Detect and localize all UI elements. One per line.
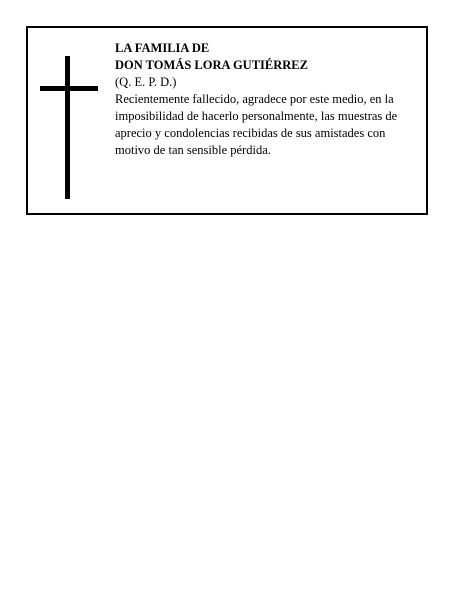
notice-body: Recientemente fallecido, agradece por este medio, en la imposibilidad de hacerlo personalmente, las muestras de aprecio y condolencias recibidas de sus amistades con motivo de tan sensible pérdida. [115, 92, 398, 157]
cross-icon [40, 56, 98, 199]
obituary-notice [26, 26, 428, 215]
cross-horizontal-bar [40, 86, 98, 91]
heading-family: LA FAMILIA DE [115, 41, 210, 55]
cross-vertical-bar [65, 56, 70, 199]
heading-deceased-name: DON TOMÁS LORA GUTIÉRREZ [115, 58, 308, 72]
notice-text [115, 40, 423, 159]
qepd-label: (Q. E. P. D.) [115, 75, 177, 89]
